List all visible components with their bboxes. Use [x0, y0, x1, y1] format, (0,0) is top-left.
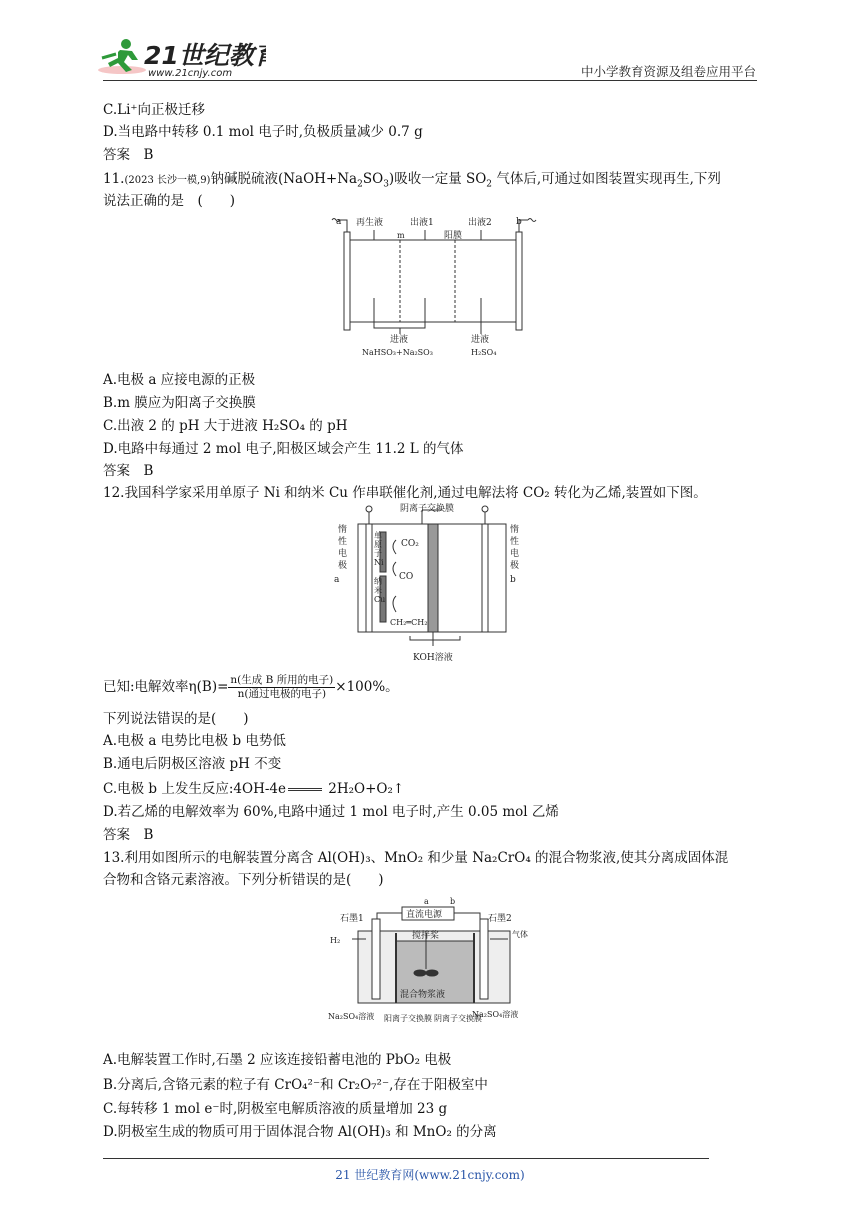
q12-option-b: B.通电后阴极区溶液 pH 不变	[103, 756, 282, 772]
q10-answer: 答案 B	[103, 147, 154, 163]
q11-option-b: B.m 膜应为阳离子交换膜	[103, 395, 256, 411]
svg-text:NaHSO₃+Na₂SO₃: NaHSO₃+Na₂SO₃	[362, 348, 433, 357]
svg-text:石墨2: 石墨2	[488, 914, 512, 924]
efficiency-fraction: $\frac{\text{n(生成 B 所用的电子)}}{\text{n(通过电极的电子)}}$	[230, 674, 334, 700]
svg-text:子: 子	[374, 549, 382, 558]
q10-option-c: C.Li⁺向正极迁移	[103, 102, 206, 118]
q13-stem-1: 13.利用如图所示的电解装置分离含 Al(OH)₃、MnO₂ 和少量 Na₂CrO₄ 的混合物浆液,使其分离成固体混	[103, 850, 729, 866]
svg-text:性: 性	[338, 537, 348, 547]
svg-text:极: 极	[510, 561, 520, 571]
svg-text:再生液: 再生液	[356, 218, 384, 228]
svg-text:b: b	[450, 897, 456, 906]
header-rule	[103, 80, 757, 81]
footer-rule	[103, 1158, 709, 1159]
svg-text:惰: 惰	[338, 525, 348, 535]
svg-text:惰: 惰	[510, 525, 520, 535]
q13-stem-2: 合物和含铬元素溶液。下列分析错误的是( )	[103, 872, 384, 888]
svg-text:Na₂SO₄溶液: Na₂SO₄溶液	[328, 1012, 375, 1021]
q12-known: 已知:电解效率η(B)= $\frac{\text{n(生成 B 所用的电子)}}{\text{n(通过电极的电子)}}$ ×100%。	[103, 674, 399, 700]
svg-text:21世纪教育: 21世纪教育	[144, 41, 266, 70]
svg-text:原: 原	[374, 540, 382, 549]
site-logo	[96, 36, 266, 80]
svg-text:H₂SO₄: H₂SO₄	[471, 348, 497, 357]
header-platform-text: 中小学教育资源及组卷应用平台	[580, 64, 756, 79]
svg-text:米: 米	[374, 586, 382, 595]
q13-option-a: A.电解装置工作时,石墨 2 应该连接铅蓄电池的 PbO₂ 电极	[103, 1052, 452, 1068]
q12-stem: 12.我国科学家采用单原子 Ni 和纳米 Cu 作串联催化剂,通过电解法将 CO₂ 转化为乙烯,装置如下图。	[103, 485, 707, 501]
svg-text:H₂: H₂	[330, 936, 341, 945]
q12-question: 下列说法错误的是( )	[103, 711, 249, 727]
svg-text:单: 单	[374, 531, 382, 540]
svg-text:气体: 气体	[512, 930, 528, 939]
svg-text:Cu: Cu	[374, 595, 386, 604]
svg-text:a: a	[336, 217, 342, 227]
svg-text:KOH溶液: KOH溶液	[413, 653, 453, 663]
footer-link[interactable]: 21 世纪教育网(www.21cnjy.com)	[335, 1168, 525, 1182]
q12-option-a: A.电极 a 电势比电极 b 电势低	[103, 733, 286, 749]
svg-text:极: 极	[338, 561, 348, 571]
svg-text:阴离子交换膜: 阴离子交换膜	[400, 504, 455, 514]
q11-figure	[318, 210, 548, 365]
svg-text:CO: CO	[399, 572, 414, 582]
svg-text:阳离子交换膜: 阳离子交换膜	[384, 1014, 432, 1023]
q11-stem-2: 说法正确的是 ( )	[103, 193, 236, 209]
q11-option-d: D.电路中每通过 2 mol 电子,阳极区域会产生 11.2 L 的气体	[103, 441, 464, 457]
svg-text:Ni: Ni	[374, 558, 384, 567]
svg-text:CH₂═CH₂: CH₂═CH₂	[390, 618, 428, 627]
svg-text:b: b	[516, 217, 522, 227]
svg-text:www.21cnjy.com: www.21cnjy.com	[148, 68, 233, 79]
q11-answer: 答案 B	[103, 463, 154, 479]
svg-text:进液: 进液	[471, 335, 490, 345]
svg-text:Na₂SO₄溶液: Na₂SO₄溶液	[472, 1010, 519, 1019]
svg-text:搅拌桨: 搅拌桨	[412, 931, 440, 941]
svg-text:纳: 纳	[374, 577, 382, 586]
q11-option-a: A.电极 a 应接电源的正极	[103, 372, 256, 388]
q11-option-c: C.出液 2 的 pH 大于进液 H₂SO₄ 的 pH	[103, 418, 348, 434]
svg-text:直流电源: 直流电源	[406, 910, 443, 920]
svg-text:电: 电	[510, 549, 520, 559]
svg-text:出液1: 出液1	[410, 218, 434, 228]
svg-text:阳膜: 阳膜	[444, 231, 463, 241]
q13-option-c: C.每转移 1 mol e⁻时,阴极室电解质溶液的质量增加 23 g	[103, 1101, 448, 1117]
svg-text:阴离子交换膜: 阴离子交换膜	[434, 1014, 482, 1023]
svg-text:m: m	[397, 231, 405, 240]
q12-answer: 答案 B	[103, 827, 154, 843]
svg-text:性: 性	[510, 537, 520, 547]
q12-option-d: D.若乙烯的电解效率为 60%,电路中通过 1 mol 电子时,产生 0.05 mol 乙烯	[103, 804, 559, 820]
q12-figure	[330, 502, 530, 664]
svg-text:混合物浆液: 混合物浆液	[400, 990, 446, 1000]
q13-option-d: D.阴极室生成的物质可用于固体混合物 Al(OH)₃ 和 MnO₂ 的分离	[103, 1124, 497, 1140]
q10-option-d: D.当电路中转移 0.1 mol 电子时,负极质量减少 0.7 g	[103, 124, 423, 140]
svg-text:a: a	[424, 897, 429, 906]
svg-text:电: 电	[338, 549, 348, 559]
svg-text:进液: 进液	[390, 335, 409, 345]
q13-figure	[322, 893, 534, 1045]
q13-option-b: B.分离后,含铬元素的粒子有 CrO₄²⁻和 Cr₂O₇²⁻,存在于阳极室中	[103, 1077, 488, 1093]
svg-text:b: b	[510, 575, 516, 585]
svg-text:a: a	[334, 575, 340, 585]
svg-text:CO₂: CO₂	[401, 539, 419, 549]
svg-text:石墨1: 石墨1	[340, 914, 364, 924]
q12-option-c: C.电极 b 上发生反应:4OH-4e 2H₂O+O₂↑	[103, 781, 405, 797]
svg-text:出液2: 出液2	[468, 218, 492, 228]
q11-stem: 11.(2023 长沙一模,9)钠碱脱硫液$(NaOH+Na_2SO_3)$吸收一定量 $SO_2$ 气体后,可通过如图装置实现再生,下列	[103, 171, 721, 190]
